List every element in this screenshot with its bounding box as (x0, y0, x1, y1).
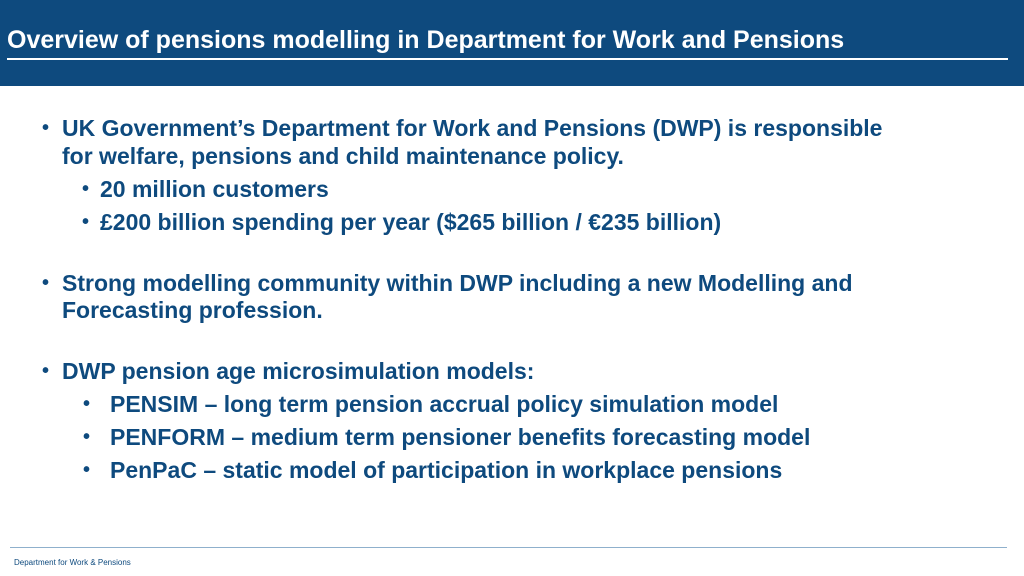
bullet-2-line-2: Forecasting profession. (62, 297, 323, 323)
bullet-2-line-1: Strong modelling community within DWP including a new Modelling and (62, 270, 853, 296)
sub-bullet-marker: • (83, 459, 91, 481)
footer-text: Department for Work & Pensions (14, 558, 131, 567)
bullet-3-sub-3: PenPaC – static model of participation in workplace pensions (110, 457, 783, 483)
bullet-marker: • (42, 360, 50, 382)
bullet-1-sub-2: £200 billion spending per year ($265 billion / €235 billion) (100, 209, 722, 235)
sub-bullet-marker: • (83, 393, 91, 415)
bullet-1-sub-1: 20 million customers (100, 176, 329, 202)
bullet-3-sub-1: PENSIM – long term pension accrual policy simulation model (110, 391, 779, 417)
sub-bullet-marker: • (82, 178, 90, 200)
bullet-1-line-1: UK Government’s Department for Work and Pensions (DWP) is responsible (62, 115, 883, 141)
sub-bullet-marker: • (82, 211, 90, 233)
bullet-1-line-2: for welfare, pensions and child maintenance policy. (62, 143, 624, 169)
bullet-marker: • (42, 117, 50, 139)
sub-bullet-marker: • (83, 426, 91, 448)
footer-rule (10, 547, 1007, 548)
slide-title: Overview of pensions modelling in Department for Work and Pensions (7, 26, 845, 54)
bullet-3-sub-2: PENFORM – medium term pensioner benefits forecasting model (110, 424, 811, 450)
bullet-marker: • (42, 272, 50, 294)
bullet-3-line-1: DWP pension age microsimulation models: (62, 358, 535, 384)
